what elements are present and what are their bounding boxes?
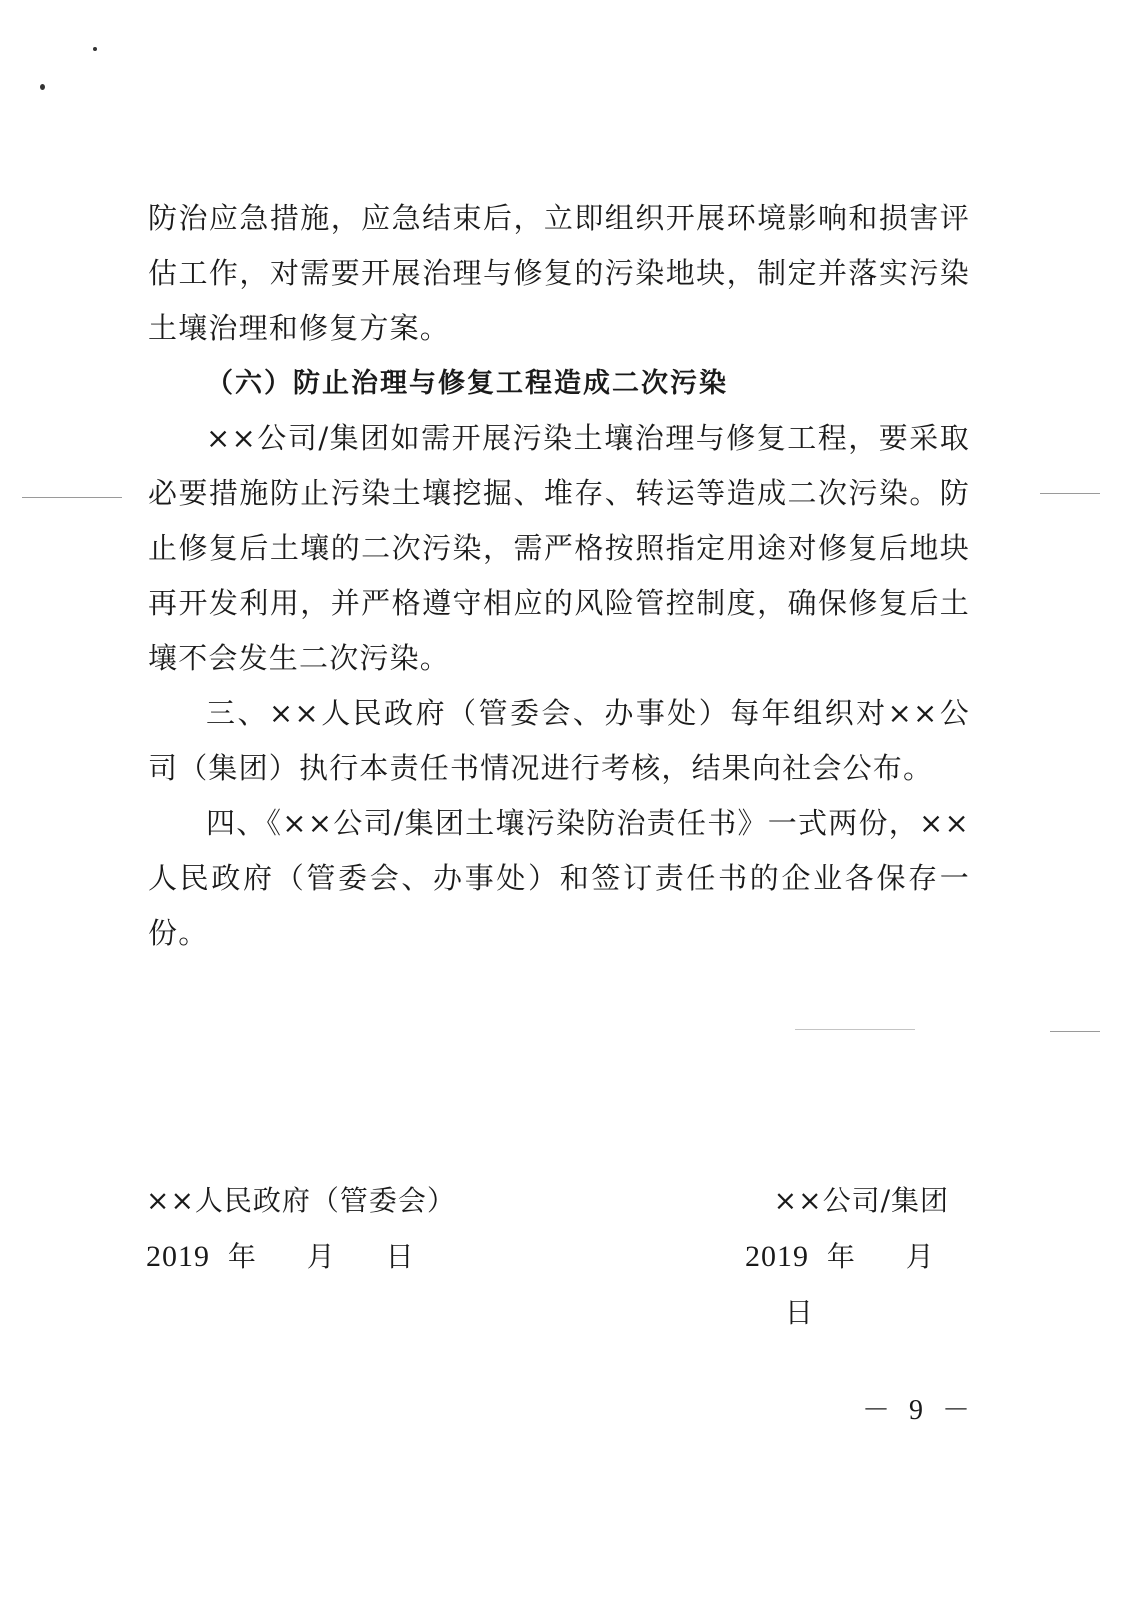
- signature-left: [146, 1173, 456, 1285]
- scan-fold-line: [1050, 1031, 1100, 1032]
- scan-fold-line: [22, 497, 122, 498]
- signature-right-year: 2019: [745, 1240, 809, 1273]
- signature-left-year: 2019: [146, 1240, 210, 1273]
- paragraph-item-3: 三、××人民政府（管委会、办事处）每年组织对××公司（集团）执行本责任书情况进行考核，结果向社会公布。: [148, 696, 970, 785]
- signature-left-org: ××人民政府（管委会）: [146, 1184, 456, 1217]
- year-unit: 年: [227, 1240, 257, 1273]
- year-unit: 年: [826, 1240, 856, 1273]
- body-text: [148, 191, 970, 961]
- signature-right-org: ××公司/集团: [773, 1184, 949, 1217]
- scan-fold-line: [795, 1029, 915, 1030]
- day-unit: 日: [784, 1296, 814, 1329]
- signature-left-date: [146, 1229, 456, 1285]
- scan-fold-line: [1040, 493, 1100, 494]
- month-unit: 月: [306, 1240, 336, 1273]
- signature-right-date: [745, 1229, 965, 1341]
- scan-speck: [40, 84, 45, 90]
- day-unit: 日: [385, 1240, 415, 1273]
- section-heading-6: （六）防止治理与修复工程造成二次污染: [206, 368, 728, 399]
- paragraph-item-4: 四、《××公司/集团土壤污染防治责任书》一式两份，××人民政府（管委会、办事处）和签订责任书的企业各保存一份。: [148, 806, 970, 950]
- signature-right: [745, 1173, 965, 1341]
- paragraph-secondary-pollution: ××公司/集团如需开展污染土壤治理与修复工程，要采取必要措施防止污染土壤挖掘、堆存、转运等造成二次污染。防止修复后土壤的二次污染，需严格按照指定用途对修复后地块再开发利用，并严格遵守相应的风险管控制度，确保修复后土壤不会发生二次污染。: [148, 421, 970, 675]
- scan-speck: [93, 47, 97, 51]
- month-unit: 月: [905, 1240, 935, 1273]
- paragraph-continuation: 防治应急措施，应急结束后，立即组织开展环境影响和损害评估工作，对需要开展治理与修复的污染地块，制定并落实污染土壤治理和修复方案。: [148, 201, 970, 345]
- page-number: － 9 －: [862, 1395, 977, 1426]
